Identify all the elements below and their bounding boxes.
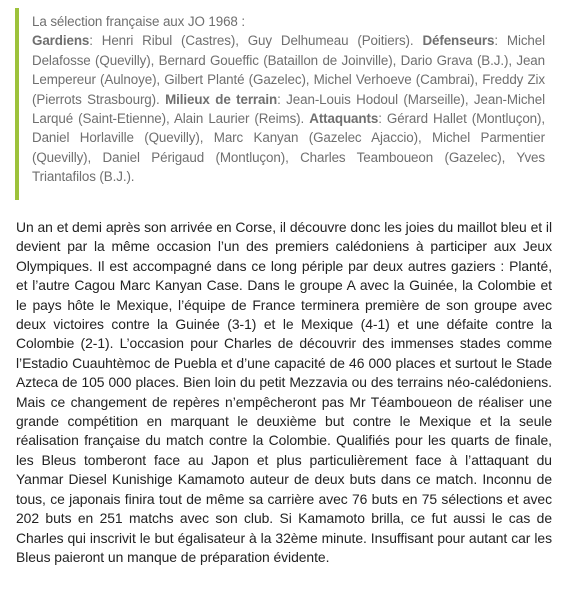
roster-list xyxy=(32,31,545,186)
roster-goalkeepers: : Henri Ribul (Castres), Guy Delhumeau (Poitiers). xyxy=(89,33,423,49)
team-roster-sidebar xyxy=(15,8,545,200)
roster-heading-defenders: Défenseurs xyxy=(422,33,495,49)
article-paragraph: Un an et demi après son arrivée en Corse, il découvre donc les joies du maillot bleu et il devient par la même occasion l’un des premiers calédoniens à participer aux Jeux Olympiques. Il est accompagné dans ce long périple par deux autres gaziers : Planté, et l’autre Cagou Marc Kanyan Case. Dans le groupe A avec la Guinée, la Colombie et le pays hôte le Mexique, l’équipe de France terminera première de son groupe avec deux victoires contre la Guinée (3-1) et le Mexique (4-1) et une défaite contre la Colombie (2-1). L’occasion pour Charles de découvrir des immenses stades comme l’Estadio Cuauhtèmoc de Puebla et d’une capacité de 46 000 places et surtout le Stade Azteca de 105 000 places. Bien loin du petit Mezzavia ou des terrains néo-calédoniens. Mais ce changement de repères n’empêcheront pas Mr Téamboueon de réaliser une grande compétition en marquant le deuxième but contre le Mexique et la seule réalisation française du match contre la Colombie. Qualifiés pour les quarts de finale, les Bleus tomberont face au Japon et plus particulièrement face à l’attaquant du Yanmar Diesel Kunishige Kamamoto auteur de deux buts dans ce match. Inconnu de tous, ce japonais finira tout de même sa carrière avec 76 buts en 75 sélections et avec 202 buts en 251 matchs avec son club. Si Kamamoto brilla, ce fut aussi le cas de Charles qui inscrivit le but égalisateur à la 32ème minute. Insuffisant pour autant car les Bleus paieront un manque de préparation évidente. xyxy=(16,219,552,565)
roster-forwards: : Gérard Hallet (Montluçon), Daniel Horlaville (Quevilly), Marc Kanyan (Gazelec Ajaccio), Michel Parmentier (Quevilly), Daniel Périgaud (Montluçon), Charles Teamboueon (Gazelec), Yves Triantafilos (B.J.). xyxy=(32,111,545,185)
roster-heading-goalkeepers: Gardiens xyxy=(32,33,90,49)
roster-title: La sélection française aux JO 1968 : xyxy=(32,14,246,29)
roster-heading-forwards: Attaquants xyxy=(309,111,379,127)
roster-midfielders: : Jean-Louis Hodoul (Marseille), Jean-Michel Larqué (Saint-Etienne), Alain Laurier (Reims). xyxy=(32,91,545,127)
roster-defenders: : Michel Delafosse (Quevilly), Bernard Goueffic (Bataillon de Joinville), Dario Grava (B.J.), Jean Lempereur (Aulnoye), Gilbert Planté (Gazelec), Michel Verhoeve (Cambrai), Freddy Zix (Pierrots Strasbourg). xyxy=(32,33,545,107)
roster-heading-midfielders: Milieux de terrain xyxy=(165,91,278,107)
